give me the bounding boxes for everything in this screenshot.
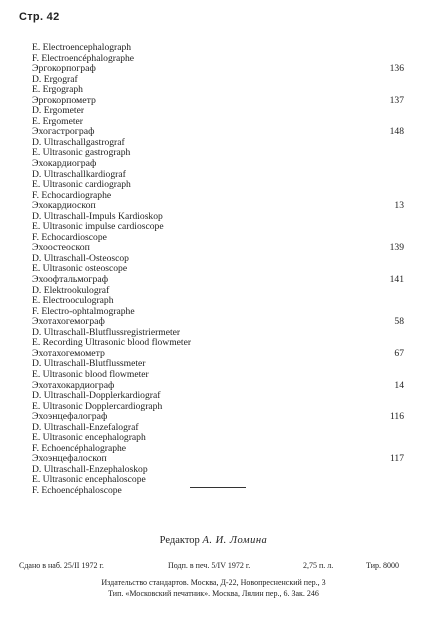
entry-text: E. Ultrasonic Dopplercardiograph bbox=[32, 400, 163, 412]
entry-text: D. Elektrookulograf bbox=[32, 284, 110, 296]
entry-text: E. Ultrasonic gastrograph bbox=[32, 147, 131, 159]
term-list bbox=[32, 43, 404, 497]
entry-text: E. Ultrasonic encephalograph bbox=[32, 432, 146, 444]
entry-text: E. Ultrasonic blood flowmeter bbox=[32, 368, 149, 380]
entry-text: Эхоофтальмограф bbox=[32, 274, 109, 286]
entry-page-number: 141 bbox=[389, 274, 404, 286]
entry-text: D. Ultraschall-Osteoscop bbox=[32, 252, 129, 264]
entry-page-number: 136 bbox=[389, 63, 404, 75]
imprint-tirazh: Тир. 8000 bbox=[366, 561, 399, 570]
entry-text: E. Ultrasonic cardiograph bbox=[32, 179, 131, 191]
entry-text: E. Ultrasonic encephaloscope bbox=[32, 474, 146, 486]
entry-text: D. Ultraschallkardiograf bbox=[32, 168, 126, 180]
entry-text: F. Echocardioscope bbox=[32, 231, 107, 243]
entry-text: F. Echoencéphalographe bbox=[32, 442, 127, 454]
imprint-podp: Подп. в печ. 5/IV 1972 г. bbox=[168, 561, 251, 570]
term-translation bbox=[32, 106, 404, 117]
entry-text: F. Electro-ophtalmographe bbox=[32, 305, 135, 317]
entry-text: D. Ultraschall-Enzefalograf bbox=[32, 421, 139, 433]
entry-page-number: 13 bbox=[394, 200, 404, 212]
entry-text: D. Ultraschall-Impuls Kardioskop bbox=[32, 210, 163, 222]
entry-text: Эхотахогемограф bbox=[32, 316, 105, 328]
entry-text: Эргокорпограф bbox=[32, 63, 96, 75]
term-heading bbox=[32, 96, 404, 107]
entry-text: F. Electroencéphalographe bbox=[32, 52, 135, 64]
editor-credit bbox=[0, 535, 427, 546]
entry-page-number: 14 bbox=[394, 379, 404, 391]
entry-text: Эргокорпометр bbox=[32, 94, 96, 106]
entry-text: Эхоэнцефалоскоп bbox=[32, 453, 107, 465]
entry-page-number: 67 bbox=[394, 347, 404, 359]
imprint-volume: 2,75 п. л. bbox=[303, 561, 334, 570]
entry-text: E. Recording Ultrasonic blood flowmeter bbox=[32, 337, 192, 349]
entry-text: Эхокардиоскоп bbox=[32, 200, 96, 212]
term-translation bbox=[32, 75, 404, 86]
editor-name: А. И. Ломина bbox=[202, 535, 268, 546]
printer-line: Тип. «Московский печатник». Москва, Лялин пер., 6. Зак. 246 bbox=[108, 589, 319, 598]
entry-text: Эхотахокардиограф bbox=[32, 379, 115, 391]
entry-text: Эхокардиограф bbox=[32, 158, 97, 170]
entry-text: Эхотахогемометр bbox=[32, 347, 105, 359]
imprint-sdano: Сдано в наб. 25/II 1972 г. bbox=[19, 561, 104, 570]
entry-text: E. Ultrasonic impulse cardioscope bbox=[32, 221, 164, 233]
entry-text: E. Electroencephalograph bbox=[32, 42, 132, 53]
entry-text: E. Electrooculograph bbox=[32, 295, 114, 307]
entry-text: D. Ultraschall-Blutflussmeter bbox=[32, 358, 146, 370]
editor-label: Редактор bbox=[159, 535, 200, 546]
entry-text: E. Ultrasonic osteoscope bbox=[32, 263, 128, 275]
entry-text: F. Echocardiographe bbox=[32, 189, 112, 201]
entry-text: Эхогастрограф bbox=[32, 126, 95, 138]
entry-text: Эхоостеоскоп bbox=[32, 242, 90, 254]
entry-text: E. Ergometer bbox=[32, 115, 83, 127]
entry-text: D. Ultraschall-Blutflussregistriermeter bbox=[32, 326, 181, 338]
entry-text: D. Ergometer bbox=[32, 105, 85, 117]
entry-page-number: 116 bbox=[389, 411, 404, 423]
term-heading bbox=[32, 64, 404, 75]
entry-text: Эхоэнцефалограф bbox=[32, 411, 108, 423]
entry-text: E. Ergograph bbox=[32, 84, 83, 96]
entry-text: D. Ultraschall-Enzephaloskop bbox=[32, 463, 148, 475]
publisher-line: Издательство стандартов. Москва, Д-22, Новопресненский пер., 3 bbox=[101, 578, 326, 587]
entry-text: D. Ultraschall-Dopplerkardiograf bbox=[32, 390, 161, 402]
page-number: Стр. 42 bbox=[19, 11, 60, 23]
separator-rule bbox=[190, 487, 246, 488]
entry-page-number: 148 bbox=[389, 126, 404, 138]
entry-page-number: 58 bbox=[394, 316, 404, 328]
entry-text: F. Echoencéphaloscope bbox=[32, 484, 122, 496]
entry-page-number: 117 bbox=[389, 453, 404, 465]
entry-text: D. Ultraschallgastrograf bbox=[32, 136, 125, 148]
entry-page-number: 139 bbox=[389, 242, 404, 254]
entry-text: D. Ergograf bbox=[32, 73, 78, 85]
entry-page-number: 137 bbox=[389, 94, 404, 106]
